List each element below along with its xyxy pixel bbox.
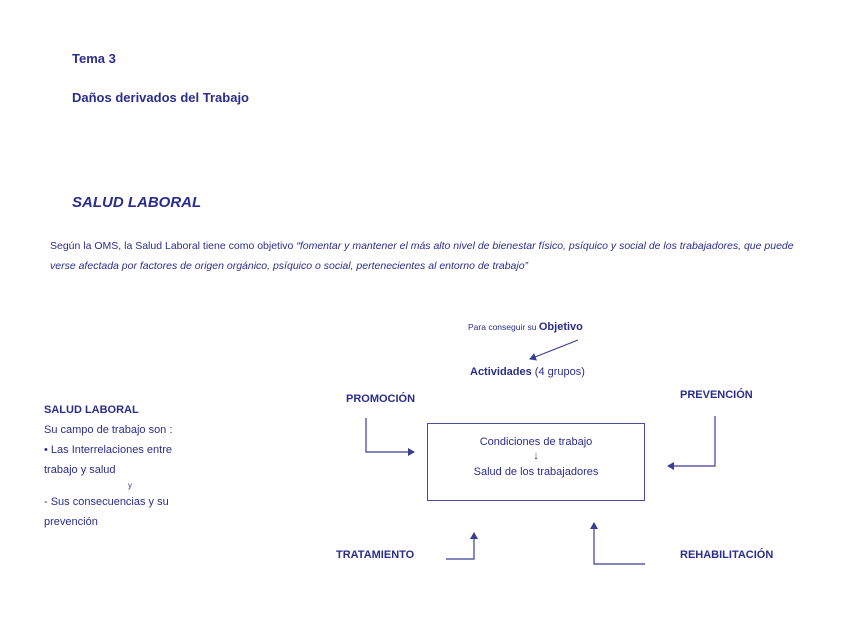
treatment-arrow (446, 533, 474, 559)
goal-prefix: Para conseguir su (468, 322, 539, 332)
prevention-label: PREVENCIÓN (680, 389, 753, 401)
treatment-label: TRATAMIENTO (336, 549, 415, 561)
sidebar-line: Su campo de trabajo son : (44, 424, 173, 436)
topic-label: Tema 3 (72, 51, 116, 66)
center-line-conditions: Condiciones de trabajo (479, 436, 593, 448)
sidebar-line: - Sus consecuencias y su (44, 496, 169, 508)
sidebar-connector: y (128, 481, 132, 490)
sidebar-line: trabajo y salud (44, 464, 116, 476)
activities-suffix: (4 grupos) (531, 366, 585, 378)
definition-quote: “fomentar y mantener el más alto nivel de bienestar físico, psíquico y social de los trabajadores, que puede verse afectada por factores de origen orgánico, psíquico o social, pertenecientes al entorno de trabajo” (50, 240, 794, 272)
activities-word: Actividades (470, 366, 532, 378)
document-title: Daños derivados del Trabajo (72, 90, 249, 105)
center-down-arrow-icon: ↓ (533, 450, 539, 462)
promotion-label: PROMOCIÓN (346, 393, 416, 405)
promotion-arrow (366, 418, 414, 452)
sidebar-line: • Las Interrelaciones entre (44, 444, 172, 456)
definition-intro: Según la OMS, la Salud Laboral tiene como objetivo (50, 240, 297, 252)
rehabilitation-label: REHABILITACIÓN (680, 549, 774, 561)
section-title: SALUD LABORAL (72, 194, 202, 211)
sidebar-line: prevención (44, 516, 98, 528)
rehabilitation-arrow (594, 523, 645, 564)
prevention-arrow (668, 416, 715, 466)
center-line-health: Salud de los trabajadores (473, 466, 599, 478)
goal-word: Objetivo (538, 321, 583, 333)
sidebar-heading: SALUD LABORAL (44, 404, 139, 416)
goal-arrow (530, 340, 578, 359)
